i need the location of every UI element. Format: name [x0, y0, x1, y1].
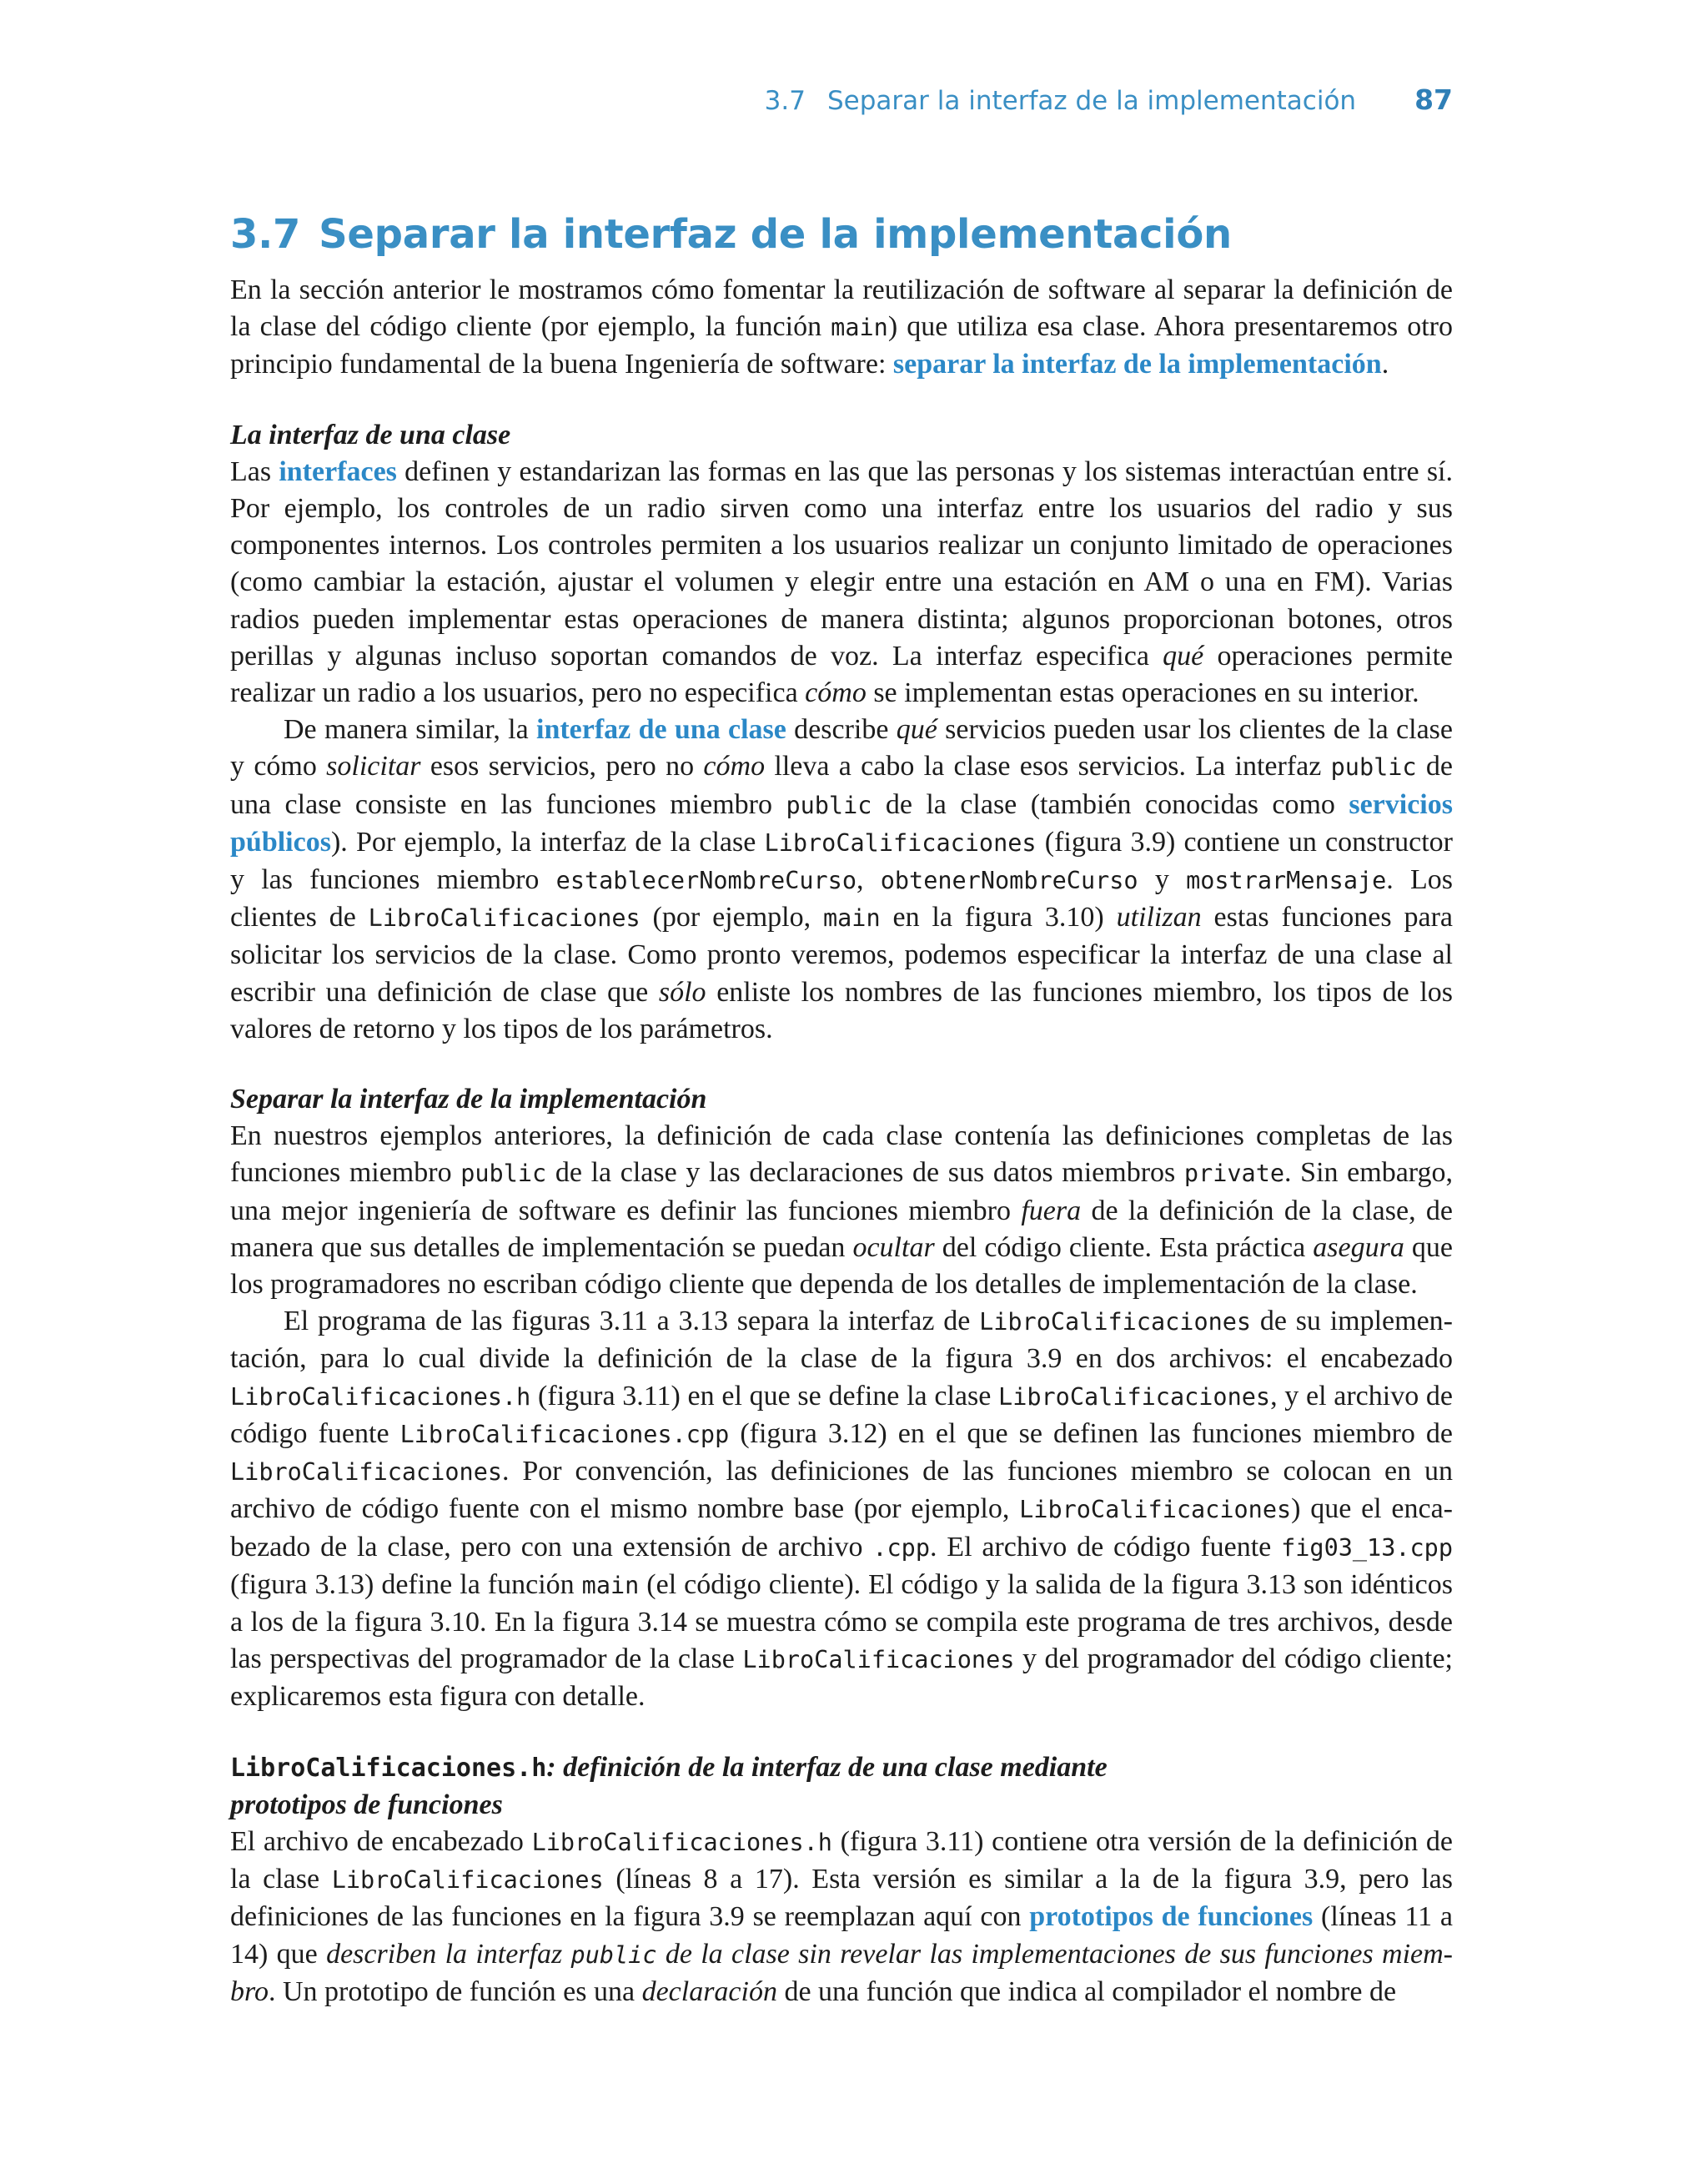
- section-number: 3.7: [230, 211, 301, 258]
- header-section-number: 3.7: [764, 86, 806, 116]
- paragraph-interfaces: Las interfaces definen y estandarizan las formas en las que las personas y los sistemas interactúan entre sí. Por ejemplo, los controles de un radio sirven como una interfaz entre los usuarios del radio y sus componentes internos. Los controles permiten a los usuarios realizar un conjunto limitado de operaciones (como cambiar la estación, ajustar el volumen y elegir entre una estación en AM o una en FM). Varias radios pueden implementar estas operaciones de manera distinta; algunos proporcionan botones, otros perillas y algunas incluso soportan comandos de voz. La interfaz especifica qué operaciones permite realizar un radio a los usuarios, pero no especifica cómo se implementan estas operaciones en su interior.: [230, 455, 1454, 709]
- paragraph-archivo-encabezado: El archivo de encabezado LibroCalificaciones.h (figura 3.11) contiene otra versión de la definición de la clase LibroCalificaciones (líneas 8 a 17). Esta versión es similar a la de la figura 3.9, pero las definiciones de las funciones en la figura 3.9 se reemplazan aquí con prototipos de funciones (líneas 11 a 14) que describen la interfaz public de la clase sin revelar las implementaciones de sus funciones miembro. Un prototipo de función es una declaración de una función que indica al compilador el nombre de: [230, 1825, 1453, 2007]
- key-term: interfaces: [279, 455, 397, 487]
- paragraph-ejemplos-anteriores: En nuestros ejemplos anteriores, la definición de cada clase contenía las definiciones completas de las funciones miembro public de la clase y las declaraciones de sus datos miembros private. Sin embargo, una mejor ingeniería de software es definir las funciones miembro fuera de la definición de la clase, de manera que sus detalles de implementación se puedan ocultar del código cliente. Esta práctica asegura que los programadores no escriban código cliente que dependa de los detalles de implementación de la clase.: [230, 1120, 1454, 1301]
- subheading-separar-interfaz: Separar la interfaz de la implementación: [230, 1084, 707, 1115]
- key-term: interfaz de una clase: [536, 714, 786, 746]
- intro-paragraph: En la sección anterior le mostramos cómo fomentar la reutilización de software al separar la definición de la clase del código cliente (por ejemplo, la función main) que utiliza esa clase. Ahora presentaremos otro principio fundamental de la buena Ingeniería de software: separar la interfaz de la implementación.: [230, 274, 1454, 380]
- header-section-title: Separar la interfaz de la implementación: [826, 86, 1357, 116]
- page-body: [230, 207, 1453, 2010]
- page-number: 87: [1414, 83, 1453, 116]
- paragraph-interfaz-de-una-clase: De manera similar, la interfaz de una clase describe qué servicios pueden usar los clientes de la clase y cómo solicitar esos servicios, pero no cómo lleva a cabo la clase esos servicios. La interfaz public de una clase consiste en las funciones miembro public de la clase (también conocidas como servicios públicos). Por ejemplo, la interfaz de la clase LibroCalificaciones (figura 3.9) contiene un constructor y las funciones miembro establecerNombreCurso, obtenerNombreCurso y mostrarMensaje. Los clientes de LibroCalificaciones (por ejemplo, main en la figura 3.10) utilizan estas funciones para solicitar los servicios de la clase. Como pronto veremos, podemos especificar la interfaz de una clase al escribir una definición de clase que sólo enliste los nombres de las funciones miembro, los tipos de los valores de retorno y los tipos de los parámetros.: [230, 714, 1454, 1044]
- code-term: main: [831, 314, 888, 342]
- paragraph-programa-figuras: El programa de las figuras 3.11 a 3.13 separa la interfaz de LibroCalificaciones de su implementación, para lo cual divide la definición de la clase de la figura 3.9 en dos archivos: el encabezado LibroCalificaciones.h (figura 3.11) en el que se define la clase LibroCalificaciones, y el archivo de código fuente LibroCalificaciones.cpp (figura 3.12) en el que se definen las funciones miembro de LibroCalificaciones. Por convención, las definiciones de las funciones miembro se colocan en un archivo de código fuente con el mismo nombre base (por ejemplo, LibroCalificaciones) que el encabezado de la clase, pero con una extensión de archivo .cpp. El archivo de código fuente fig03_13.cpp (figura 3.13) define la función main (el código cliente). El código y la salida de la figura 3.13 son idénticos a los de la figura 3.10. En la figura 3.14 se muestra cómo se compila este programa de tres archivos, desde las perspectivas del programador de la clase LibroCalificaciones y del programador del código cliente; explicaremos esta figura con detalle.: [230, 1306, 1454, 1713]
- key-term: separar la interfaz de la implementación: [892, 349, 1382, 380]
- subheading-librocalificaciones-h: LibroCalificaciones.h: definición de la interfaz de una clase mediante prototipos de funciones: [230, 1751, 1108, 1820]
- subheading-interfaz-clase: La interfaz de una clase: [230, 419, 511, 450]
- heading-code-term: LibroCalificaciones.h: [230, 1753, 547, 1783]
- key-term: prototipos de funciones: [1029, 1901, 1314, 1933]
- section-heading: [230, 207, 1453, 262]
- running-header: [230, 83, 1453, 116]
- key-term: servicios públicos: [230, 788, 1453, 858]
- section-title: Separar la interfaz de la implementación: [319, 211, 1232, 258]
